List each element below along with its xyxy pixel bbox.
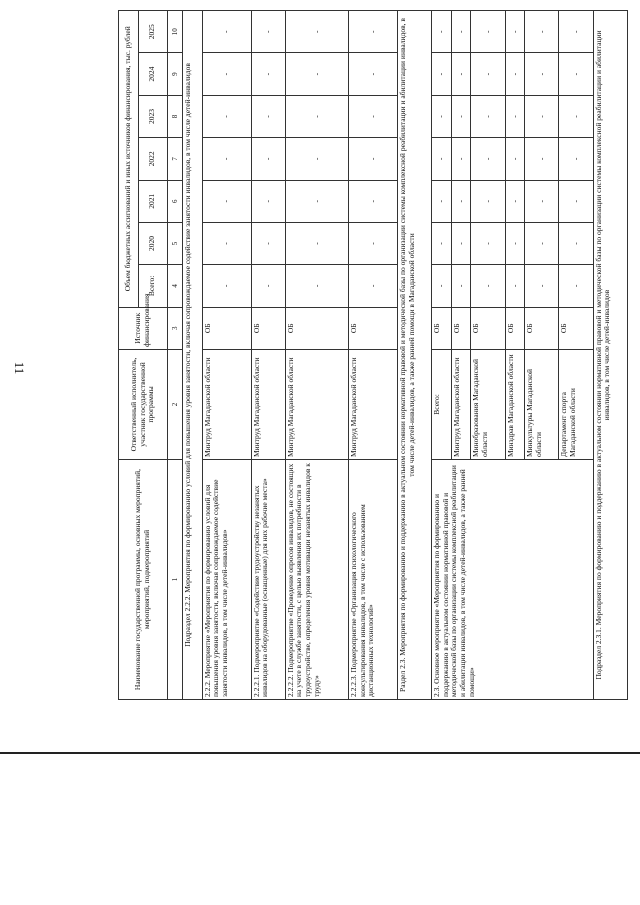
- header-year: 2022: [138, 138, 167, 180]
- funding-value: -: [251, 95, 285, 137]
- funding-value: -: [432, 95, 452, 137]
- col-number: 6: [167, 180, 182, 222]
- funding-source: ОБ: [559, 307, 593, 349]
- header-funding: Объем бюджетных ассигнований и иных источников финансирования, тыс. рублей: [119, 11, 139, 308]
- header-year: 2024: [138, 53, 167, 95]
- funding-value: -: [432, 180, 452, 222]
- funding-value: -: [251, 222, 285, 264]
- funding-value: -: [349, 180, 398, 222]
- funding-value: -: [349, 95, 398, 137]
- main-activity-name: 2.3. Основное мероприятие «Мероприятия по формированию и поддержанию в актуальном состоянии нормативной правовой и методической базы по организации системы комплексной реабилитации и абилитации инвалидов, в том числе детей-инвалидов, а также ранней помощи»: [432, 460, 594, 700]
- executor: Минтруд Магаданской области: [451, 349, 471, 459]
- activity-name: 2.2.2. Мероприятие «Мероприятия по формированию условий для повышения уровня занятости, включая сопровождаемое содействие занятости инвалидов, в том числе детей-инвалидов»: [202, 460, 251, 700]
- funding-source: ОБ: [451, 307, 471, 349]
- funding-value: -: [559, 95, 593, 137]
- funding-value: -: [432, 265, 452, 307]
- executor: Департамент спорта Магаданской области: [559, 349, 593, 459]
- funding-value: -: [451, 180, 471, 222]
- funding-value: -: [505, 222, 525, 264]
- funding-value: -: [471, 180, 505, 222]
- executor: Минтруд Магаданской области: [251, 349, 285, 459]
- funding-source: ОБ: [471, 307, 505, 349]
- table-row: [432, 11, 452, 700]
- funding-value: -: [525, 138, 559, 180]
- funding-value: -: [505, 265, 525, 307]
- executor: Минкультуры Магаданской области: [525, 349, 559, 459]
- funding-value: -: [525, 11, 559, 54]
- funding-source: ОБ: [349, 307, 398, 349]
- funding-value: -: [285, 53, 348, 95]
- header-year: 2020: [138, 222, 167, 264]
- col-number: 4: [167, 265, 182, 307]
- table-row: [285, 11, 348, 700]
- funding-value: -: [471, 265, 505, 307]
- executor: Минтруд Магаданской области: [285, 349, 348, 459]
- funding-source: ОБ: [202, 307, 251, 349]
- col-number: 5: [167, 222, 182, 264]
- executor: Минобразования Магаданской области: [471, 349, 505, 459]
- table-row: [202, 11, 251, 700]
- activity-name: 2.2.2.3. Подмероприятие «Организация психологического консультирования инвалидов, в том числе с использованием дистанционных технологий»: [349, 460, 398, 700]
- col-number: 7: [167, 138, 182, 180]
- col-number: 1: [167, 460, 182, 700]
- funding-source: ОБ: [251, 307, 285, 349]
- funding-value: -: [559, 11, 593, 54]
- funding-value: -: [505, 95, 525, 137]
- funding-value: -: [285, 138, 348, 180]
- funding-value: -: [451, 95, 471, 137]
- funding-value: -: [525, 95, 559, 137]
- funding-value: -: [525, 53, 559, 95]
- funding-value: -: [349, 138, 398, 180]
- header-executor: Ответственный исполнитель, участник государственной программы: [119, 349, 168, 459]
- funding-value: -: [202, 95, 251, 137]
- section-heading: Подраздел 2.2.2. Мероприятия по формированию условий для повышения уровня занятости, включая сопровождаемое содействие занятости инвалидов, в том числе детей-инвалидов: [183, 11, 203, 700]
- funding-source: ОБ: [525, 307, 559, 349]
- section-row: [397, 11, 431, 700]
- table-row: [349, 11, 398, 700]
- section-heading: Раздел 2.3. Мероприятия по формированию и поддержанию в актуальном состоянии нормативной правовой и методической базы по организации системы комплексной реабилитации и абилитации инвалидов, в том числе детей-инвалидов, а также ранней помощи в Магаданской области: [397, 11, 431, 700]
- funding-value: -: [451, 265, 471, 307]
- col-number: 9: [167, 53, 182, 95]
- funding-source: ОБ: [505, 307, 525, 349]
- header-total: Всего:: [138, 265, 167, 307]
- funding-value: -: [251, 180, 285, 222]
- funding-value: -: [525, 180, 559, 222]
- executor: Минтруд Магаданской области: [349, 349, 398, 459]
- funding-value: -: [559, 138, 593, 180]
- funding-source: ОБ: [432, 307, 452, 349]
- funding-value: -: [432, 11, 452, 54]
- rotated-table-wrapper: [118, 10, 628, 700]
- executor: Всего:: [432, 349, 452, 459]
- header-year: 2021: [138, 180, 167, 222]
- funding-value: -: [471, 11, 505, 54]
- header-year: 2023: [138, 95, 167, 137]
- funding-value: -: [559, 265, 593, 307]
- funding-value: -: [349, 53, 398, 95]
- funding-value: -: [432, 138, 452, 180]
- funding-value: -: [251, 53, 285, 95]
- funding-value: -: [451, 53, 471, 95]
- funding-table: [118, 10, 628, 700]
- col-number: 2: [167, 349, 182, 459]
- funding-value: -: [451, 138, 471, 180]
- page-number: 11: [12, 361, 27, 375]
- funding-value: -: [505, 11, 525, 54]
- funding-value: -: [349, 265, 398, 307]
- funding-value: -: [202, 11, 251, 54]
- funding-value: -: [251, 11, 285, 54]
- funding-value: -: [285, 95, 348, 137]
- activity-name: 2.2.2.2. Подмероприятие «Проведение опросов инвалидов, не состоящих на учете в службе занятости, с целью выявления их потребности в трудоустройстве, определения уровня мотивации незанятых инвалидов к труду»: [285, 460, 348, 700]
- header-year: 2025: [138, 11, 167, 54]
- funding-value: -: [349, 222, 398, 264]
- table-row: [251, 11, 285, 700]
- funding-source: ОБ: [285, 307, 348, 349]
- funding-value: -: [285, 11, 348, 54]
- funding-value: -: [202, 180, 251, 222]
- funding-value: -: [251, 138, 285, 180]
- funding-value: -: [451, 222, 471, 264]
- col-number: 10: [167, 11, 182, 54]
- executor: Минздрав Магаданской области: [505, 349, 525, 459]
- funding-value: -: [432, 53, 452, 95]
- funding-value: -: [251, 265, 285, 307]
- funding-value: -: [559, 222, 593, 264]
- funding-value: -: [525, 265, 559, 307]
- section-heading: Подраздел 2.3.1. Мероприятия по формированию и поддержанию в актуальном состоянии нормативной правовой и методической базы по организации системы комплексной реабилитации и абилитации инвалидов, в том числе детей-инвалидов: [593, 11, 627, 700]
- funding-value: -: [432, 222, 452, 264]
- funding-value: -: [505, 180, 525, 222]
- funding-value: -: [471, 95, 505, 137]
- funding-value: -: [505, 53, 525, 95]
- scan-edge-line: [0, 752, 640, 754]
- funding-value: -: [559, 53, 593, 95]
- funding-value: -: [525, 222, 559, 264]
- funding-value: -: [285, 180, 348, 222]
- activity-name: 2.2.2.1. Подмероприятие «Содействие трудоустройству незанятых инвалидов на оборудованные (оснащенные) для них рабочие места»: [251, 460, 285, 700]
- funding-value: -: [202, 138, 251, 180]
- header-name: Наименование государственной программы, основных мероприятий, мероприятий, подмероприятий: [119, 460, 168, 700]
- funding-value: -: [349, 11, 398, 54]
- funding-value: -: [471, 53, 505, 95]
- funding-value: -: [559, 180, 593, 222]
- funding-value: -: [471, 138, 505, 180]
- funding-value: -: [202, 53, 251, 95]
- funding-value: -: [451, 11, 471, 54]
- funding-value: -: [471, 222, 505, 264]
- funding-value: -: [285, 265, 348, 307]
- section-row: [593, 11, 627, 700]
- header-source: Источник финансирования: [119, 307, 168, 349]
- funding-value: -: [505, 138, 525, 180]
- col-number: 8: [167, 95, 182, 137]
- funding-value: -: [202, 265, 251, 307]
- executor: Минтруд Магаданской области: [202, 349, 251, 459]
- col-number: 3: [167, 307, 182, 349]
- funding-value: -: [202, 222, 251, 264]
- funding-value: -: [285, 222, 348, 264]
